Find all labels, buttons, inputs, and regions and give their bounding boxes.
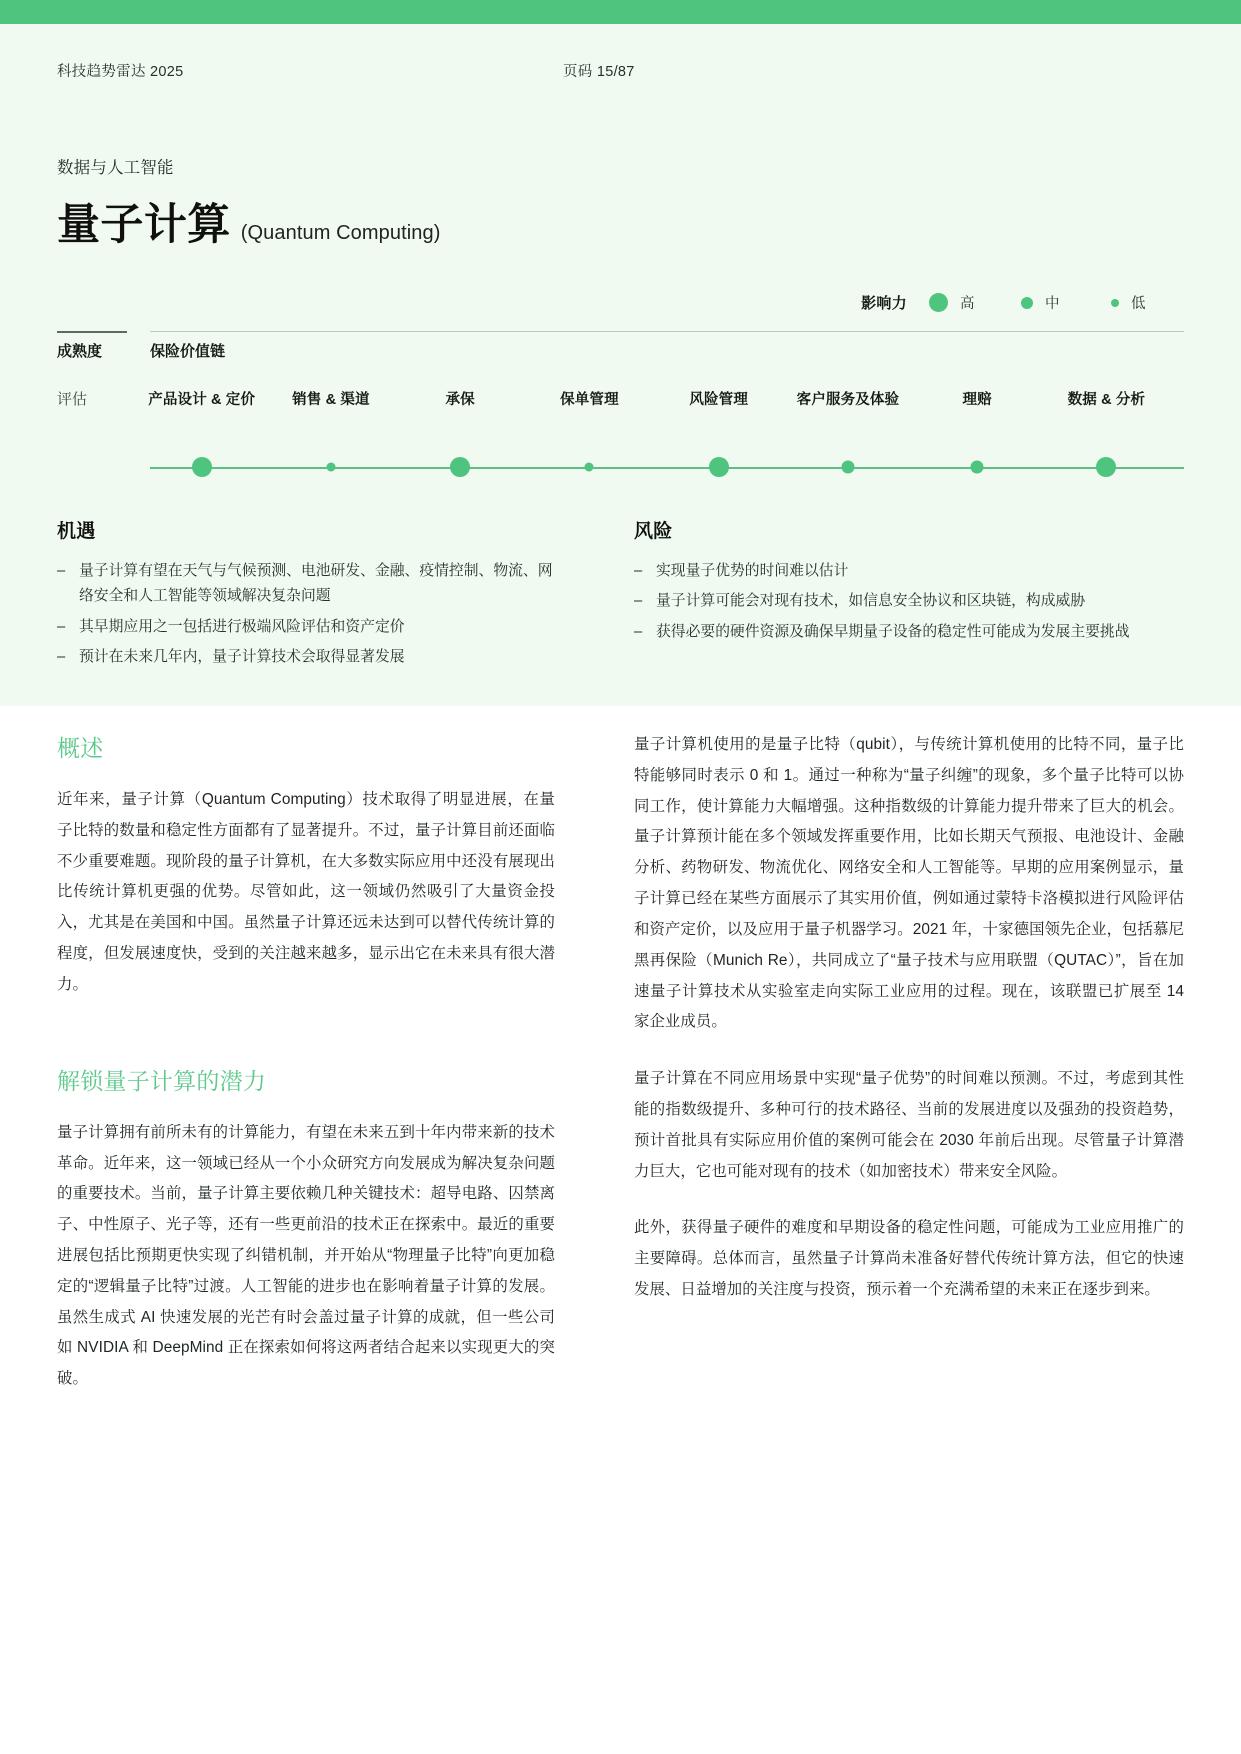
maturity-column-rule bbox=[57, 331, 127, 333]
legend-item-high bbox=[929, 292, 1017, 313]
legend-label-high: 高 bbox=[960, 296, 975, 312]
impact-dot-medium-icon bbox=[1021, 297, 1033, 309]
bullet-text: 量子计算可能会对现有技术，如信息安全协议和区块链，构成威胁 bbox=[656, 593, 1086, 610]
bullet-text: 预计在未来几年内，量子计算技术会取得显著发展 bbox=[79, 649, 405, 666]
impact-legend-label: 影响力 bbox=[861, 295, 907, 312]
value-chain-impact-dot-medium bbox=[841, 461, 854, 474]
value-chain-stage-label: 保单管理 bbox=[560, 392, 619, 408]
value-chain-stage-label: 理赔 bbox=[962, 392, 992, 408]
top-accent-bar bbox=[0, 0, 1241, 24]
opportunity-item bbox=[57, 615, 557, 640]
right-paragraph-2: 量子计算在不同应用场景中实现“量子优势”的时间难以预测。不过，考虑到其性能的指数级提升、多种可行的技术路径、当前的发展进度以及强劲的投资趋势，预计首批具有实际应用价值的案例可能会在 2030 年前后出现。尽管量子计算潜力巨大，它也可能对现有的技术（如加密技术）带来安全风险。 bbox=[634, 1070, 1184, 1180]
impact-legend bbox=[861, 292, 1193, 313]
running-header bbox=[0, 60, 1241, 82]
body-column-left bbox=[57, 730, 555, 1421]
legend-item-low bbox=[1105, 292, 1193, 313]
value-chain-stage-labels bbox=[150, 380, 1184, 440]
value-chain-impact-dot-high bbox=[450, 457, 470, 477]
bullet-text: 其早期应用之一包括进行极端风险评估和资产定价 bbox=[79, 618, 405, 635]
opportunities-section bbox=[57, 516, 557, 676]
overview-heading: 概述 bbox=[57, 735, 104, 761]
value-chain-stage-label: 风险管理 bbox=[689, 392, 748, 408]
bullet-dash-icon: – bbox=[634, 563, 643, 579]
value-chain-impact-dot-high bbox=[1096, 457, 1116, 477]
value-chain-impact-dot-medium bbox=[971, 461, 984, 474]
value-chain-stage-label: 产品设计 & 定价 bbox=[148, 392, 256, 408]
opportunity-item bbox=[57, 559, 557, 610]
bullet-dash-icon: – bbox=[57, 618, 66, 635]
maturity-header: 成熟度 bbox=[57, 343, 103, 360]
legend-item-medium bbox=[1017, 292, 1105, 313]
right-paragraph-1: 量子计算机使用的是量子比特（qubit），与传统计算机使用的比特不同，量子比特能够同时表示 0 和 1。通过一种称为“量子纠缠”的现象，多个量子比特可以协同工作，使计算能力大幅增强。这种指数级的计算能力提升带来了巨大的机会。量子计算预计能在多个领域发挥重要作用，比如长期天气预报、电池设计、金融分析、药物研发、物流优化、网络安全和人工智能等。早期的应用案例显示，量子计算已经在某些方面展示了其实用价值，例如通过蒙特卡洛模拟进行风险评估和资产定价，以及应用于量子机器学习。2021 年，十家德国领先企业，包括慕尼黑再保险（Munich Re），共同成立了“量子技术与应用联盟（QUTAC）”，旨在加速量子计算技术从实验室走向实际工业应用的过程。现在，该联盟已扩展至 14 家企业成员。 bbox=[634, 736, 1184, 1031]
bullet-dash-icon: – bbox=[634, 593, 643, 610]
hero-banner bbox=[0, 24, 1241, 706]
value-chain-impact-dot-high bbox=[192, 457, 212, 477]
risks-heading: 风险 bbox=[634, 521, 673, 542]
risk-item bbox=[634, 559, 1194, 584]
category-label: 数据与人工智能 bbox=[57, 159, 174, 177]
value-chain-stage-label: 数据 & 分析 bbox=[1067, 392, 1146, 408]
opportunity-item bbox=[57, 645, 557, 670]
opportunities-heading: 机遇 bbox=[57, 521, 96, 542]
value-chain-stage-label: 承保 bbox=[445, 392, 475, 408]
risks-section bbox=[634, 516, 1194, 650]
value-chain-stage-label: 客户服务及体验 bbox=[796, 392, 900, 408]
value-chain-axis bbox=[150, 467, 1184, 469]
bullet-dash-icon: – bbox=[57, 649, 66, 666]
bullet-dash-icon: – bbox=[57, 563, 66, 579]
impact-dot-high-icon bbox=[929, 293, 948, 312]
risks-list bbox=[634, 559, 1194, 645]
overview-paragraph: 近年来，量子计算（Quantum Computing）技术取得了明显进展，在量子比特的数量和稳定性方面都有了显著提升。不过，量子计算目前还面临不少重要难题。现阶段的量子计算机，在大多数实际应用中还没有展现出比传统计算机更强的优势。尽管如此，这一领域仍然吸引了大量资金投入，尤其是在美国和中国。虽然量子计算还远未达到可以替代传统计算的程度，但发展速度快，受到的关注越来越多，显示出它在未来具有很大潜力。 bbox=[57, 791, 555, 993]
potential-paragraph: 量子计算拥有前所未有的计算能力，有望在未来五到十年内带来新的技术革命。近年来，这一领域已经从一个小众研究方向发展成为解决复杂问题的重要技术。当前，量子计算主要依赖几种关键技术：超导电路、囚禁离子、中性原子、光子等，还有一些更前沿的技术正在探索中。最近的重要进展包括比预期更快实现了纠错机制，并开始从“物理量子比特”向更加稳定的“逻辑量子比特”过渡。人工智能的进步也在影响着量子计算的发展。虽然生成式 AI 快速发展的光芒有时会盖过量子计算的成就，但一些公司如 NVIDIA 和 DeepMind 正在探索如何将这两者结合起来以实现更大的突破。 bbox=[57, 1123, 555, 1388]
body-column-right bbox=[634, 730, 1184, 1332]
value-chain-impact-dot-low bbox=[585, 463, 594, 472]
chain-column-rule bbox=[150, 331, 1184, 332]
legend-label-low: 低 bbox=[1131, 296, 1146, 312]
body-content bbox=[0, 706, 1241, 1754]
opportunities-list bbox=[57, 559, 557, 671]
potential-heading: 解锁量子计算的潜力 bbox=[57, 1067, 267, 1094]
bullet-text: 量子计算有望在天气与气候预测、电池研发、金融、疫情控制、物流、网络安全和人工智能等领域解决复杂问题 bbox=[79, 563, 553, 605]
value-chain-stage-label: 销售 & 渠道 bbox=[292, 392, 370, 408]
page-title bbox=[57, 201, 441, 249]
title-chinese: 量子计算 bbox=[57, 201, 231, 249]
title-english: (Quantum Computing) bbox=[240, 222, 441, 244]
value-chain-header: 保险价值链 bbox=[150, 343, 226, 360]
bullet-dash-icon: – bbox=[634, 623, 643, 640]
impact-dot-low-icon bbox=[1111, 299, 1119, 307]
risk-item bbox=[634, 589, 1194, 614]
bullet-text: 获得必要的硬件资源及确保早期量子设备的稳定性可能成为发展主要挑战 bbox=[656, 623, 1130, 640]
value-chain-impact-dot-high bbox=[709, 457, 729, 477]
maturity-value: 评估 bbox=[57, 391, 88, 408]
right-paragraph-3: 此外，获得量子硬件的难度和早期设备的稳定性问题，可能成为工业应用推广的主要障碍。总体而言，虽然量子计算尚未准备好替代传统计算方法，但它的快速发展、日益增加的关注度与投资，预示着一个充满希望的未来正在逐步到来。 bbox=[634, 1219, 1184, 1298]
document-title: 科技趋势雷达 2025 bbox=[57, 64, 184, 80]
bullet-text: 实现量子优势的时间难以估计 bbox=[656, 563, 849, 579]
legend-label-medium: 中 bbox=[1045, 296, 1060, 312]
risk-item bbox=[634, 620, 1194, 645]
value-chain-impact-dot-low bbox=[326, 463, 335, 472]
page-indicator: 页码 15/87 bbox=[563, 64, 635, 80]
